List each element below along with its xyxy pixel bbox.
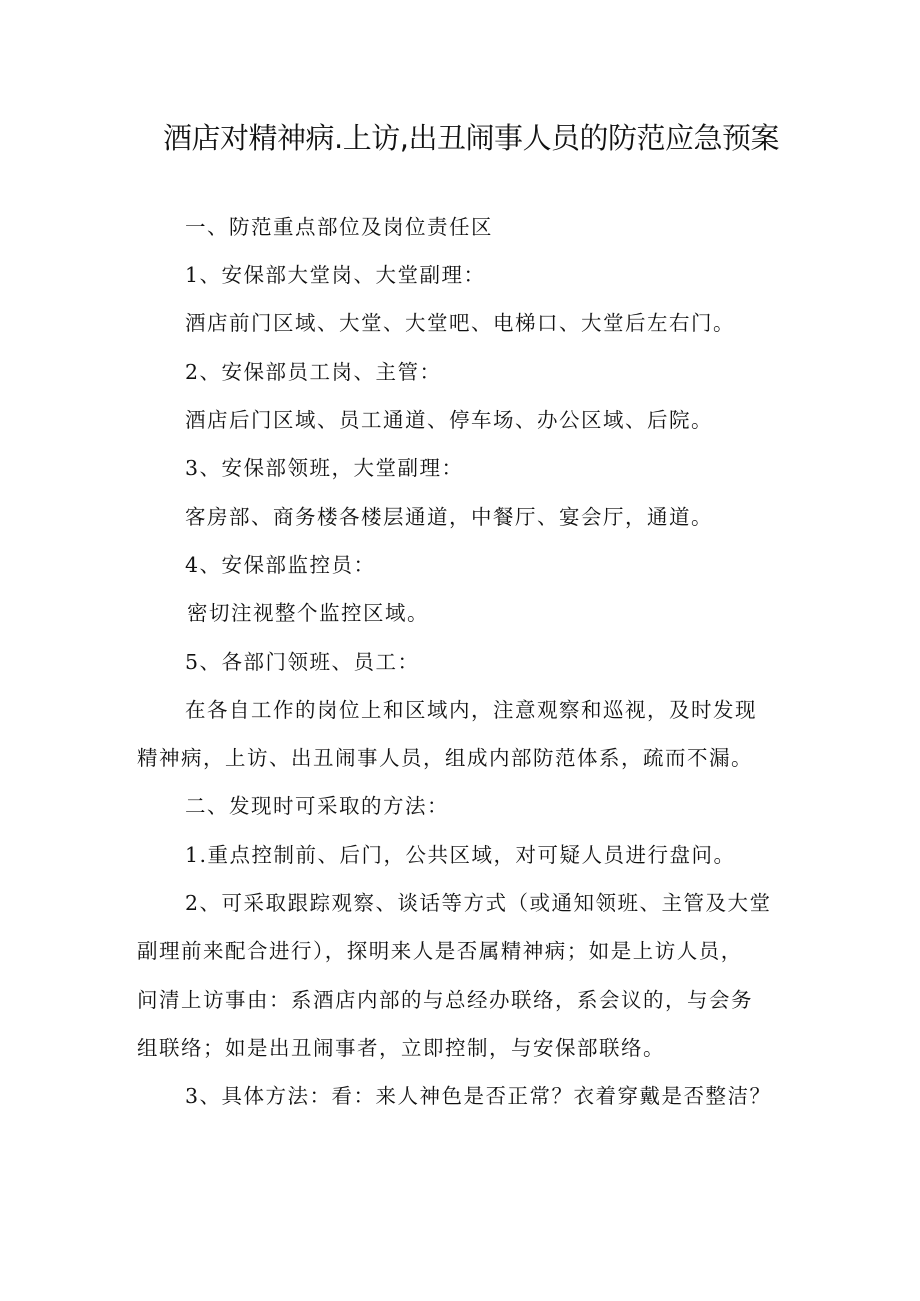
item-5-text-line-1: 在各自工作的岗位上和区域内，注意观察和巡视，及时发现 xyxy=(185,698,757,722)
method-2-text-line-1: 2、可采取跟踪观察、谈话等方式（或通知领班、主管及大堂 xyxy=(185,891,772,915)
item-3-heading: 3、安保部领班，大堂副理： xyxy=(185,456,464,480)
document-title: 酒店对精神病.上访,出丑闹事人员的防范应急预案 xyxy=(163,121,779,155)
item-4-text: 密切注视整个监控区域。 xyxy=(187,601,429,625)
item-4-heading: 4、安保部监控员： xyxy=(185,553,376,577)
method-1-text: 1.重点控制前、后门，公共区域，对可疑人员进行盘问。 xyxy=(185,843,736,867)
section-heading-1: 一、防范重点部位及岗位责任区 xyxy=(185,215,493,239)
method-2-text-line-2: 副理前来配合进行），探明来人是否属精神病；如是上访人员， xyxy=(137,939,743,963)
item-1-text: 酒店前门区域、大堂、大堂吧、电梯口、大堂后左右门。 xyxy=(185,311,735,335)
item-5-heading: 5、各部门领班、员工： xyxy=(185,650,420,674)
method-3-text: 3、具体方法：看：来人神色是否正常？衣着穿戴是否整洁？ xyxy=(185,1084,772,1108)
item-2-heading: 2、安保部员工岗、主管： xyxy=(185,360,442,384)
item-2-text: 酒店后门区域、员工通道、停车场、办公区域、后院。 xyxy=(185,408,713,432)
method-2-text-line-4: 组联络；如是出丑闹事者，立即控制，与安保部联络。 xyxy=(137,1036,665,1060)
item-3-text: 客房部、商务楼各楼层通道，中餐厅、宴会厅，通道。 xyxy=(185,505,713,529)
item-1-heading: 1、安保部大堂岗、大堂副理： xyxy=(185,263,486,287)
method-2-text-line-3: 问清上访事由：系酒店内部的与总经办联络，系会议的，与会务 xyxy=(137,988,753,1012)
item-5-text-line-2: 精神病，上访、出丑闹事人员，组成内部防范体系，疏而不漏。 xyxy=(137,746,753,770)
section-heading-2: 二、发现时可采取的方法： xyxy=(185,794,449,818)
